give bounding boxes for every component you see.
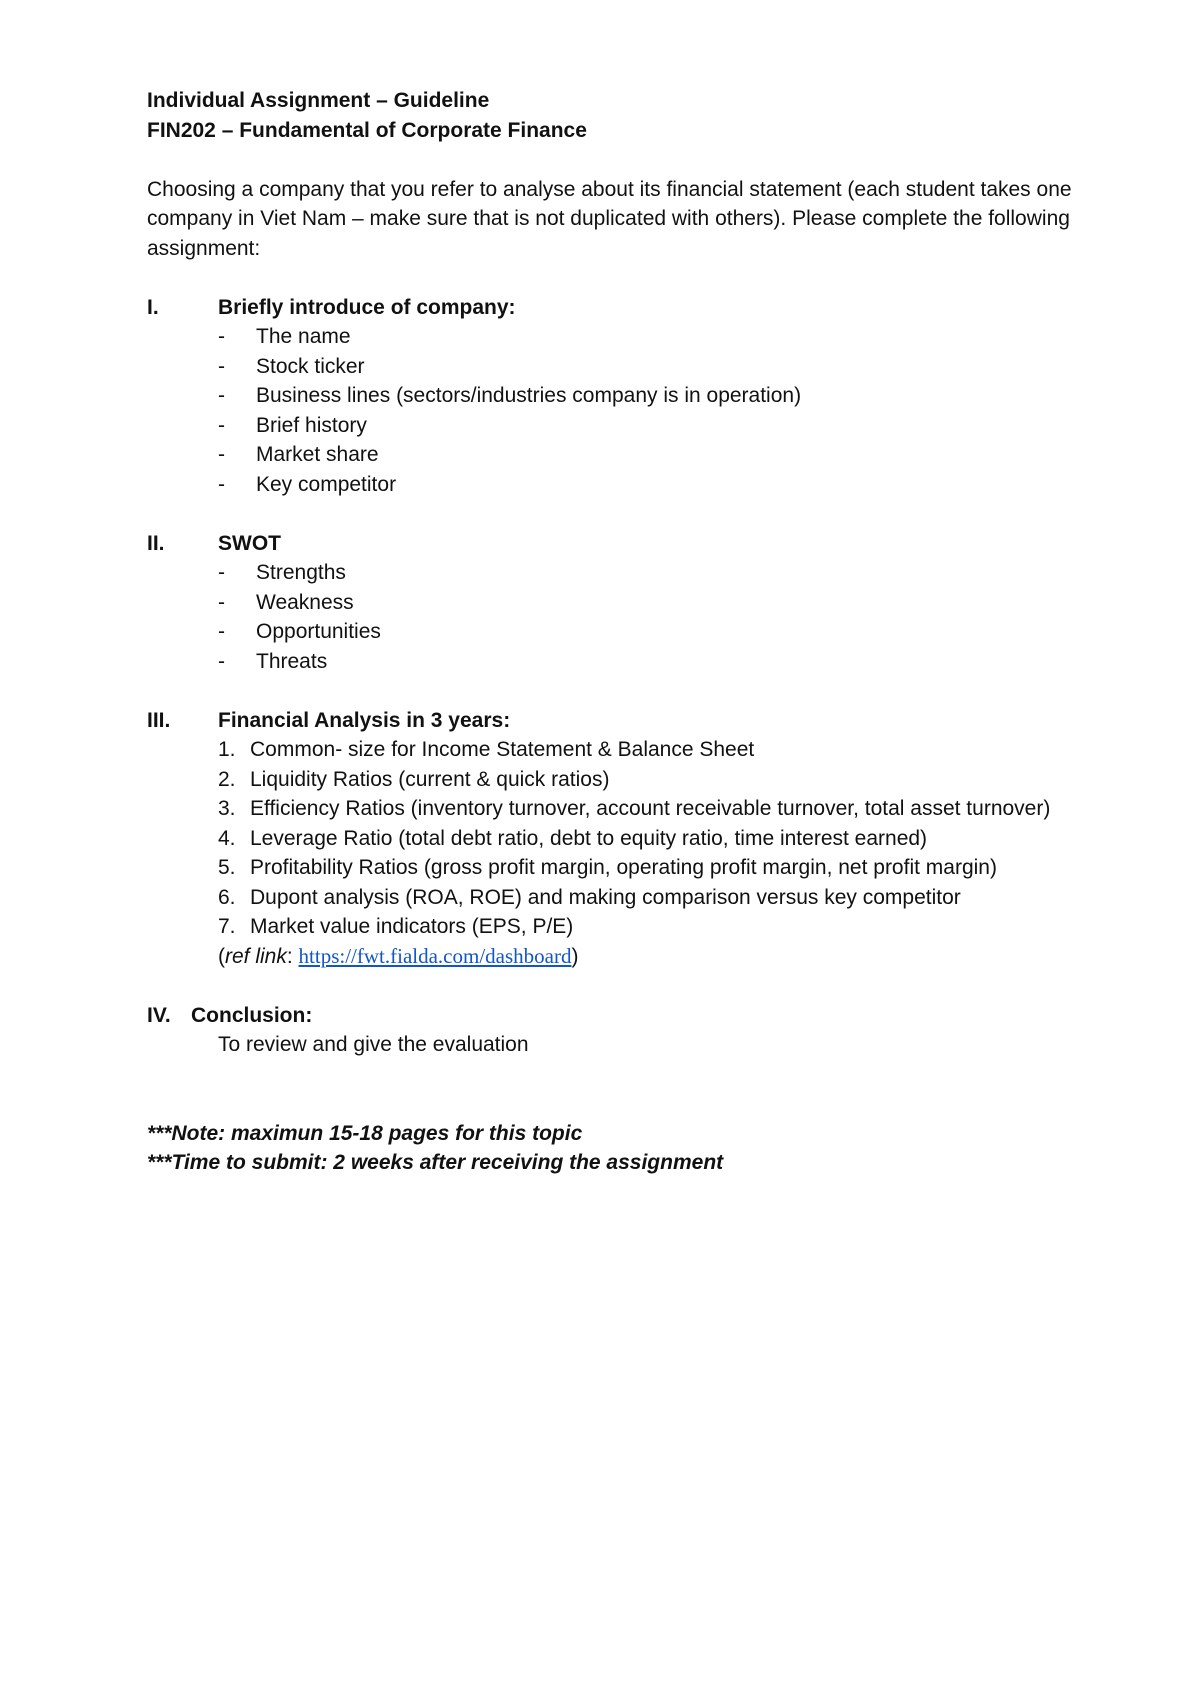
list-item: 4. Leverage Ratio (total debt ratio, debt to equity ratio, time interest earned) bbox=[218, 826, 928, 850]
bullet-dash: - bbox=[218, 472, 225, 496]
section-title: SWOT bbox=[218, 531, 281, 555]
bullet-dash: - bbox=[218, 590, 225, 614]
section-title: Conclusion: bbox=[191, 1003, 313, 1027]
ref-link-label: ref link bbox=[225, 944, 287, 968]
document-page bbox=[147, 86, 1147, 1178]
section-3-heading bbox=[147, 706, 1147, 736]
ref-link-line: (ref link: https://fwt.fialda.com/dashboard) bbox=[218, 943, 579, 968]
intro-paragraph: Choosing a company that you refer to analyse about its financial statement (each student takes one company in Viet Nam – make sure that is not duplicated with others). Please complete the following assignment: bbox=[147, 177, 1072, 260]
section-1-heading bbox=[147, 293, 1147, 323]
conclusion-text: To review and give the evaluation bbox=[218, 1033, 529, 1056]
bullet-dash: - bbox=[218, 413, 225, 437]
section-1-list bbox=[147, 322, 1147, 499]
bullet-dash: - bbox=[218, 384, 225, 407]
document-title: Individual Assignment – Guideline bbox=[147, 89, 490, 112]
list-item: - Brief history bbox=[147, 411, 1147, 441]
note-page-limit: ***Note: maximun 15-18 pages for this topic bbox=[147, 1121, 583, 1145]
list-item: - Opportunities bbox=[147, 617, 1147, 647]
section-number: III. bbox=[147, 708, 171, 732]
bullet-dash: - bbox=[218, 649, 225, 673]
list-item: 7. Market value indicators (EPS, P/E) bbox=[218, 915, 574, 938]
list-item: 5. Profitability Ratios (gross profit margin, operating profit margin, net profit margin) bbox=[218, 856, 997, 879]
ref-link[interactable]: https://fwt.fialda.com/dashboard bbox=[298, 943, 572, 968]
section-number: I. bbox=[147, 295, 159, 319]
list-item: 3. Efficiency Ratios (inventory turnover, account receivable turnover, total asset turnover) bbox=[218, 797, 1051, 820]
section-number: IV. bbox=[147, 1003, 171, 1027]
bullet-dash: - bbox=[218, 620, 225, 643]
list-item: 1. Common- size for Income Statement & Balance Sheet bbox=[218, 738, 755, 761]
section-3-list bbox=[147, 735, 1147, 942]
section-number: II. bbox=[147, 531, 165, 555]
list-item: - Market share bbox=[147, 440, 1147, 470]
course-title: FIN202 – Fundamental of Corporate Finance bbox=[147, 118, 587, 142]
bullet-dash: - bbox=[218, 354, 225, 378]
list-item: - Business lines (sectors/industries company is in operation) bbox=[147, 381, 1147, 411]
list-item: - Key competitor bbox=[147, 470, 1147, 500]
list-item: - Threats bbox=[147, 647, 1147, 677]
list-item: - Strengths bbox=[147, 558, 1147, 588]
list-item: - The name bbox=[147, 322, 1147, 352]
bullet-dash: - bbox=[218, 443, 225, 466]
note-submission-time: ***Time to submit: 2 weeks after receiving the assignment bbox=[147, 1151, 724, 1174]
bullet-dash: - bbox=[218, 325, 225, 348]
section-title: Financial Analysis in 3 years: bbox=[218, 708, 511, 732]
list-item: 2. Liquidity Ratios (current & quick ratios) bbox=[218, 767, 610, 791]
list-item: 6. Dupont analysis (ROA, ROE) and making comparison versus key competitor bbox=[218, 885, 961, 909]
list-item: - Weakness bbox=[147, 588, 1147, 618]
section-2-heading bbox=[147, 529, 1147, 559]
section-4-heading bbox=[147, 1001, 1147, 1031]
list-item: - Stock ticker bbox=[147, 352, 1147, 382]
section-title: Briefly introduce of company: bbox=[218, 295, 516, 319]
section-2-list bbox=[147, 558, 1147, 676]
bullet-dash: - bbox=[218, 561, 225, 584]
